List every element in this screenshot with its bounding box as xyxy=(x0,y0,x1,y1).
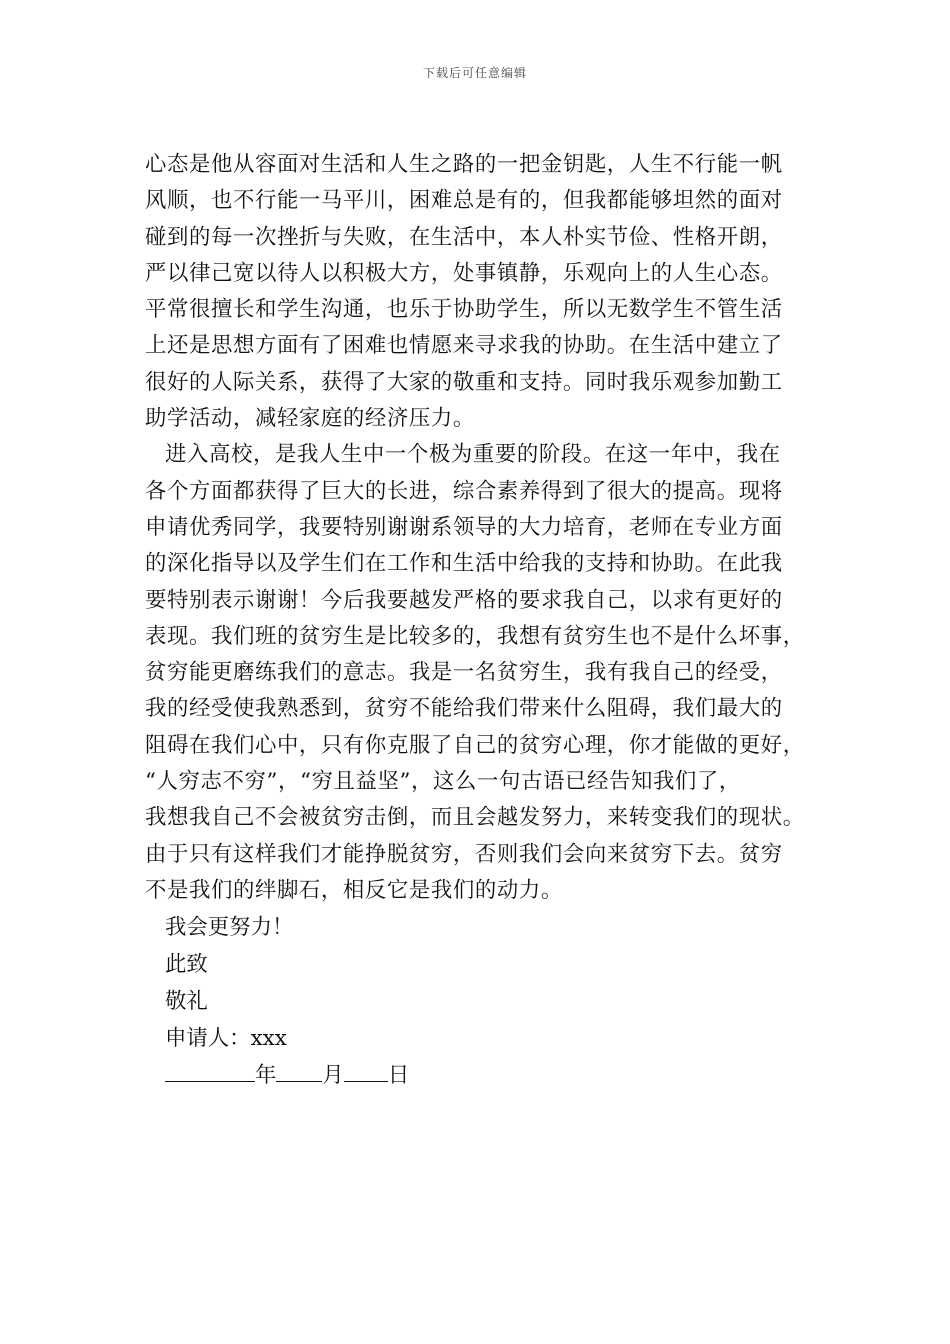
text-line: 风顺，也不行能一马平川，困难总是有的，但我都能够坦然的面对 xyxy=(145,188,783,214)
text-line: 助学活动，减轻家庭的经济压力。 xyxy=(145,406,475,432)
text-line: 表现。我们班的贫穷生是比较多的，我想有贫穷生也不是什么坏事， xyxy=(145,623,805,649)
month-blank xyxy=(276,1057,322,1082)
text-line: 进入高校，是我人生中一个极为重要的阶段。在这一年中，我在 xyxy=(165,442,781,468)
closing-statement: 我会更努力！ xyxy=(165,915,294,941)
paragraph-1 xyxy=(145,147,835,437)
salutation-cizhi: 此致 xyxy=(165,952,208,978)
text-line: “人穷志不穷”，“穷且益坚”，这么一句古语已经告知我们了， xyxy=(145,769,741,795)
date-line xyxy=(145,1057,835,1094)
text-line: 碰到的每一次挫折与失败，在生活中，本人朴实节俭、性格开朗， xyxy=(145,224,783,250)
paragraph-2 xyxy=(145,437,835,909)
text-line: 心态是他从容面对生活和人生之路的一把金钥匙，人生不行能一帆 xyxy=(145,152,783,177)
text-line: 由于只有这样我们才能挣脱贫穷，否则我们会向来贫穷下去。贫穷 xyxy=(145,841,783,867)
text-line: 各个方面都获得了巨大的长进，综合素养得到了很大的提高。现将 xyxy=(145,478,783,504)
year-label: 年 xyxy=(255,1063,277,1089)
text-line: 要特别表示谢谢！今后我要越发严格的要求我自己，以求有更好的 xyxy=(145,587,783,613)
text-line: 不是我们的绊脚石，相反它是我们的动力。 xyxy=(145,877,563,903)
text-line: 我的经受使我熟悉到，贫穷不能给我们带来什么阻碍，我们最大的 xyxy=(145,696,783,722)
text-line: 的深化指导以及学生们在工作和生活中给我的支持和协助。在此我 xyxy=(145,551,783,577)
day-label: 日 xyxy=(387,1063,410,1089)
text-line: 我想我自己不会被贫穷击倒，而且会越发努力，来转变我们的现状。 xyxy=(145,805,805,831)
salutation-jingli: 敬礼 xyxy=(165,989,208,1015)
page-header: 下载后可任意编辑 xyxy=(422,66,527,80)
applicant-signature: 申请人：xxx xyxy=(165,1026,287,1052)
text-line: 阻碍在我们心中，只有你克服了自己的贫穷心理，你才能做的更好， xyxy=(145,732,805,758)
month-label: 月 xyxy=(322,1063,344,1089)
text-line: 平常很擅长和学生沟通，也乐于协助学生，所以无数学生不管生活 xyxy=(145,297,783,323)
text-line: 贫穷能更磨练我们的意志。我是一名贫穷生，我有我自己的经受， xyxy=(145,660,783,686)
text-line: 上还是思想方面有了困难也情愿来寻求我的协助。在生活中建立了 xyxy=(145,333,783,359)
text-line: 严以律己宽以待人以积极大方，处事镇静，乐观向上的人生心态。 xyxy=(145,260,783,286)
letter-body xyxy=(145,147,835,1094)
day-blank xyxy=(344,1057,388,1082)
closing-block xyxy=(145,909,835,1094)
text-line: 申请优秀同学，我要特别谢谢系领导的大力培育，老师在专业方面 xyxy=(145,514,783,540)
year-blank xyxy=(165,1057,255,1082)
text-line: 很好的人际关系，获得了大家的敬重和支持。同时我乐观参加勤工 xyxy=(145,369,783,395)
